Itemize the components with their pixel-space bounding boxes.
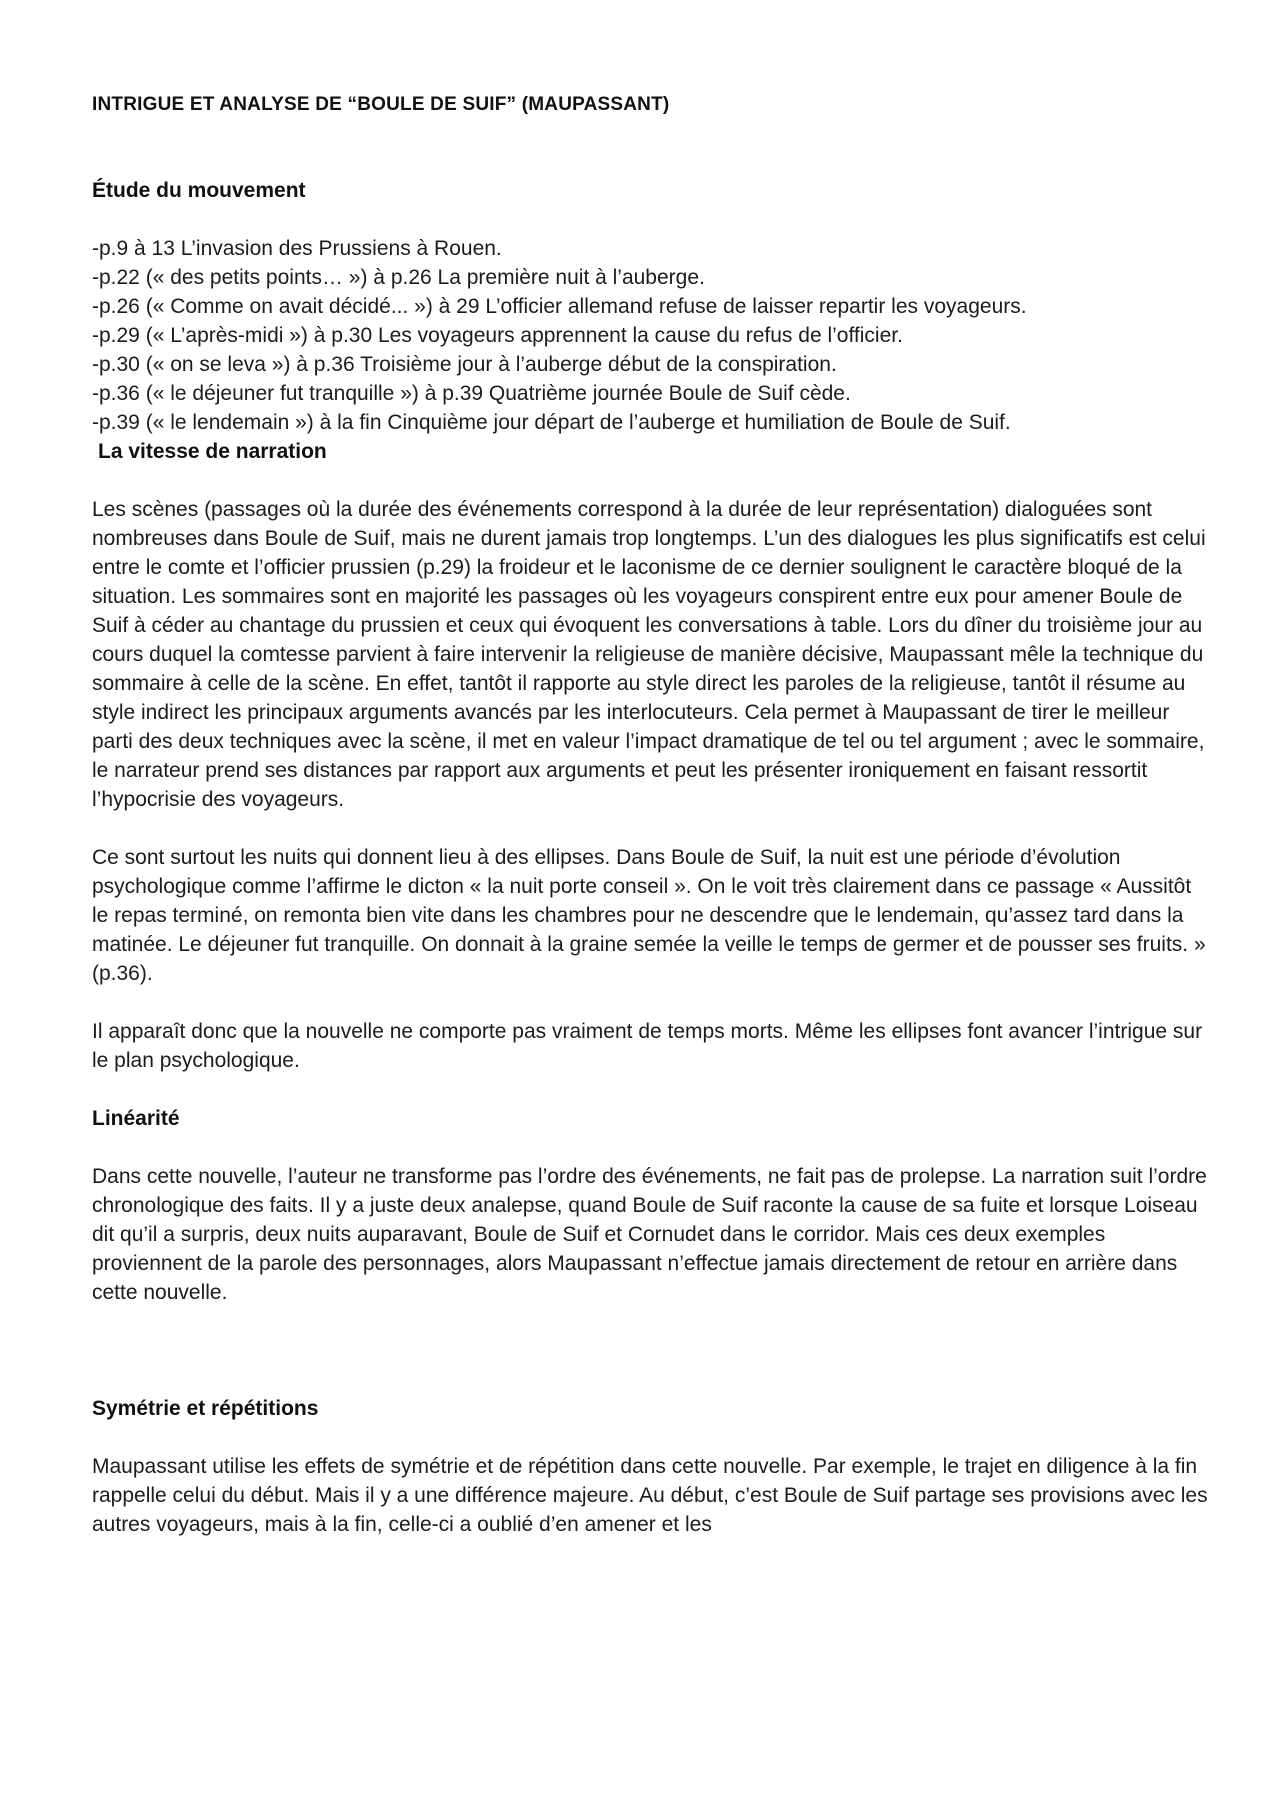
mouvement-item: -p.22 (« des petits points… ») à p.26 La première nuit à l’auberge. (92, 266, 705, 289)
vitesse-paragraph-1: Les scènes (passages où la durée des événements correspond à la durée de leur représentation) dialoguées sont nombreuses dans Boule de Suif, mais ne durent jamais trop longtemps. L’un des dialogues les plus significatifs est celui entre le comte et l’officier prussien (p.29) la froideur et le laconisme de ce dernier soulignent le caractère bloqué de la situation. Les sommaires sont en majorité les passages où les voyageurs conspirent entre eux pour amener Boule de Suif à céder au chantage du prussien et ceux qui évoquent les conversations à table. Lors du dîner du troisième jour au cours duquel la comtesse parvient à faire intervenir la religieuse de manière décisive, Maupassant mêle la technique du sommaire à celle de la scène. En effet, tantôt il rapporte au style direct les paroles de la religieuse, tantôt il résume au style indirect les principaux arguments avancés par les interlocuteurs. Cela permet à Maupassant de tirer le meilleur parti des deux techniques avec la scène, il met en valeur l’impact dramatique de tel ou tel argument ; avec le sommaire, le narrateur prend ses distances par rapport aux arguments et peut les présenter ironiquement en faisant ressortit l’hypocrisie des voyageurs. (92, 498, 1206, 811)
document-title: INTRIGUE ET ANALYSE DE “BOULE DE SUIF” (MAUPASSANT) (92, 94, 670, 115)
document-content (92, 92, 1212, 1539)
vitesse-paragraph-2: Ce sont surtout les nuits qui donnent lieu à des ellipses. Dans Boule de Suif, la nuit est une période d’évolution psychologique comme l’affirme le dicton « la nuit porte conseil ». On le voit très clairement dans ce passage « Aussitôt le repas terminé, on remonta bien vite dans les chambres pour ne descendre que le lendemain, qu’assez tard dans la matinée. Le déjeuner fut tranquille. On donnait à la graine semée la veille le temps de germer et de pousser ses fruits. » (p.36). (92, 846, 1206, 985)
heading-etude-mouvement: Étude du mouvement (92, 179, 306, 202)
vitesse-paragraph-3: Il apparaît donc que la nouvelle ne comporte pas vraiment de temps morts. Même les ellipses font avancer l’intrigue sur le plan psychologique. (92, 1020, 1203, 1072)
linearite-paragraph: Dans cette nouvelle, l’auteur ne transforme pas l’ordre des événements, ne fait pas de prolepse. La narration suit l’ordre chronologique des faits. Il y a juste deux analepse, quand Boule de Suif raconte la cause de sa fuite et lorsque Loiseau dit qu’il a surpris, deux nuits auparavant, Boule de Suif et Cornudet dans le corridor. Mais ces deux exemples proviennent de la parole des personnages, alors Maupassant n’effectue jamais directement de retour en arrière dans cette nouvelle. (92, 1165, 1207, 1304)
mouvement-item: -p.36 (« le déjeuner fut tranquille ») à p.39 Quatrième journée Boule de Suif cède. (92, 382, 851, 405)
heading-linearite: Linéarité (92, 1107, 180, 1130)
mouvement-item: -p.39 (« le lendemain ») à la fin Cinquième jour départ de l’auberge et humiliation de Boule de Suif. (92, 411, 1011, 434)
heading-symetrie-repetitions: Symétrie et répétitions (92, 1397, 319, 1420)
mouvement-item: -p.9 à 13 L’invasion des Prussiens à Rouen. (92, 237, 502, 260)
mouvement-item: -p.30 (« on se leva ») à p.36 Troisième jour à l’auberge début de la conspiration. (92, 353, 837, 376)
mouvement-item: -p.29 (« L’après-midi ») à p.30 Les voyageurs apprennent la cause du refus de l’officier. (92, 324, 903, 347)
symetrie-paragraph: Maupassant utilise les effets de symétrie et de répétition dans cette nouvelle. Par exemple, le trajet en diligence à la fin rappelle celui du début. Mais il y a une différence majeure. Au début, c’est Boule de Suif partage ses provisions avec les autres voyageurs, mais à la fin, celle-ci a oublié d’en amener et les (92, 1455, 1208, 1536)
mouvement-item: -p.26 (« Comme on avait décidé... ») à 29 L’officier allemand refuse de laisser repartir les voyageurs. (92, 295, 1027, 318)
mouvement-list (92, 234, 1212, 437)
heading-vitesse-narration: La vitesse de narration (98, 440, 327, 463)
